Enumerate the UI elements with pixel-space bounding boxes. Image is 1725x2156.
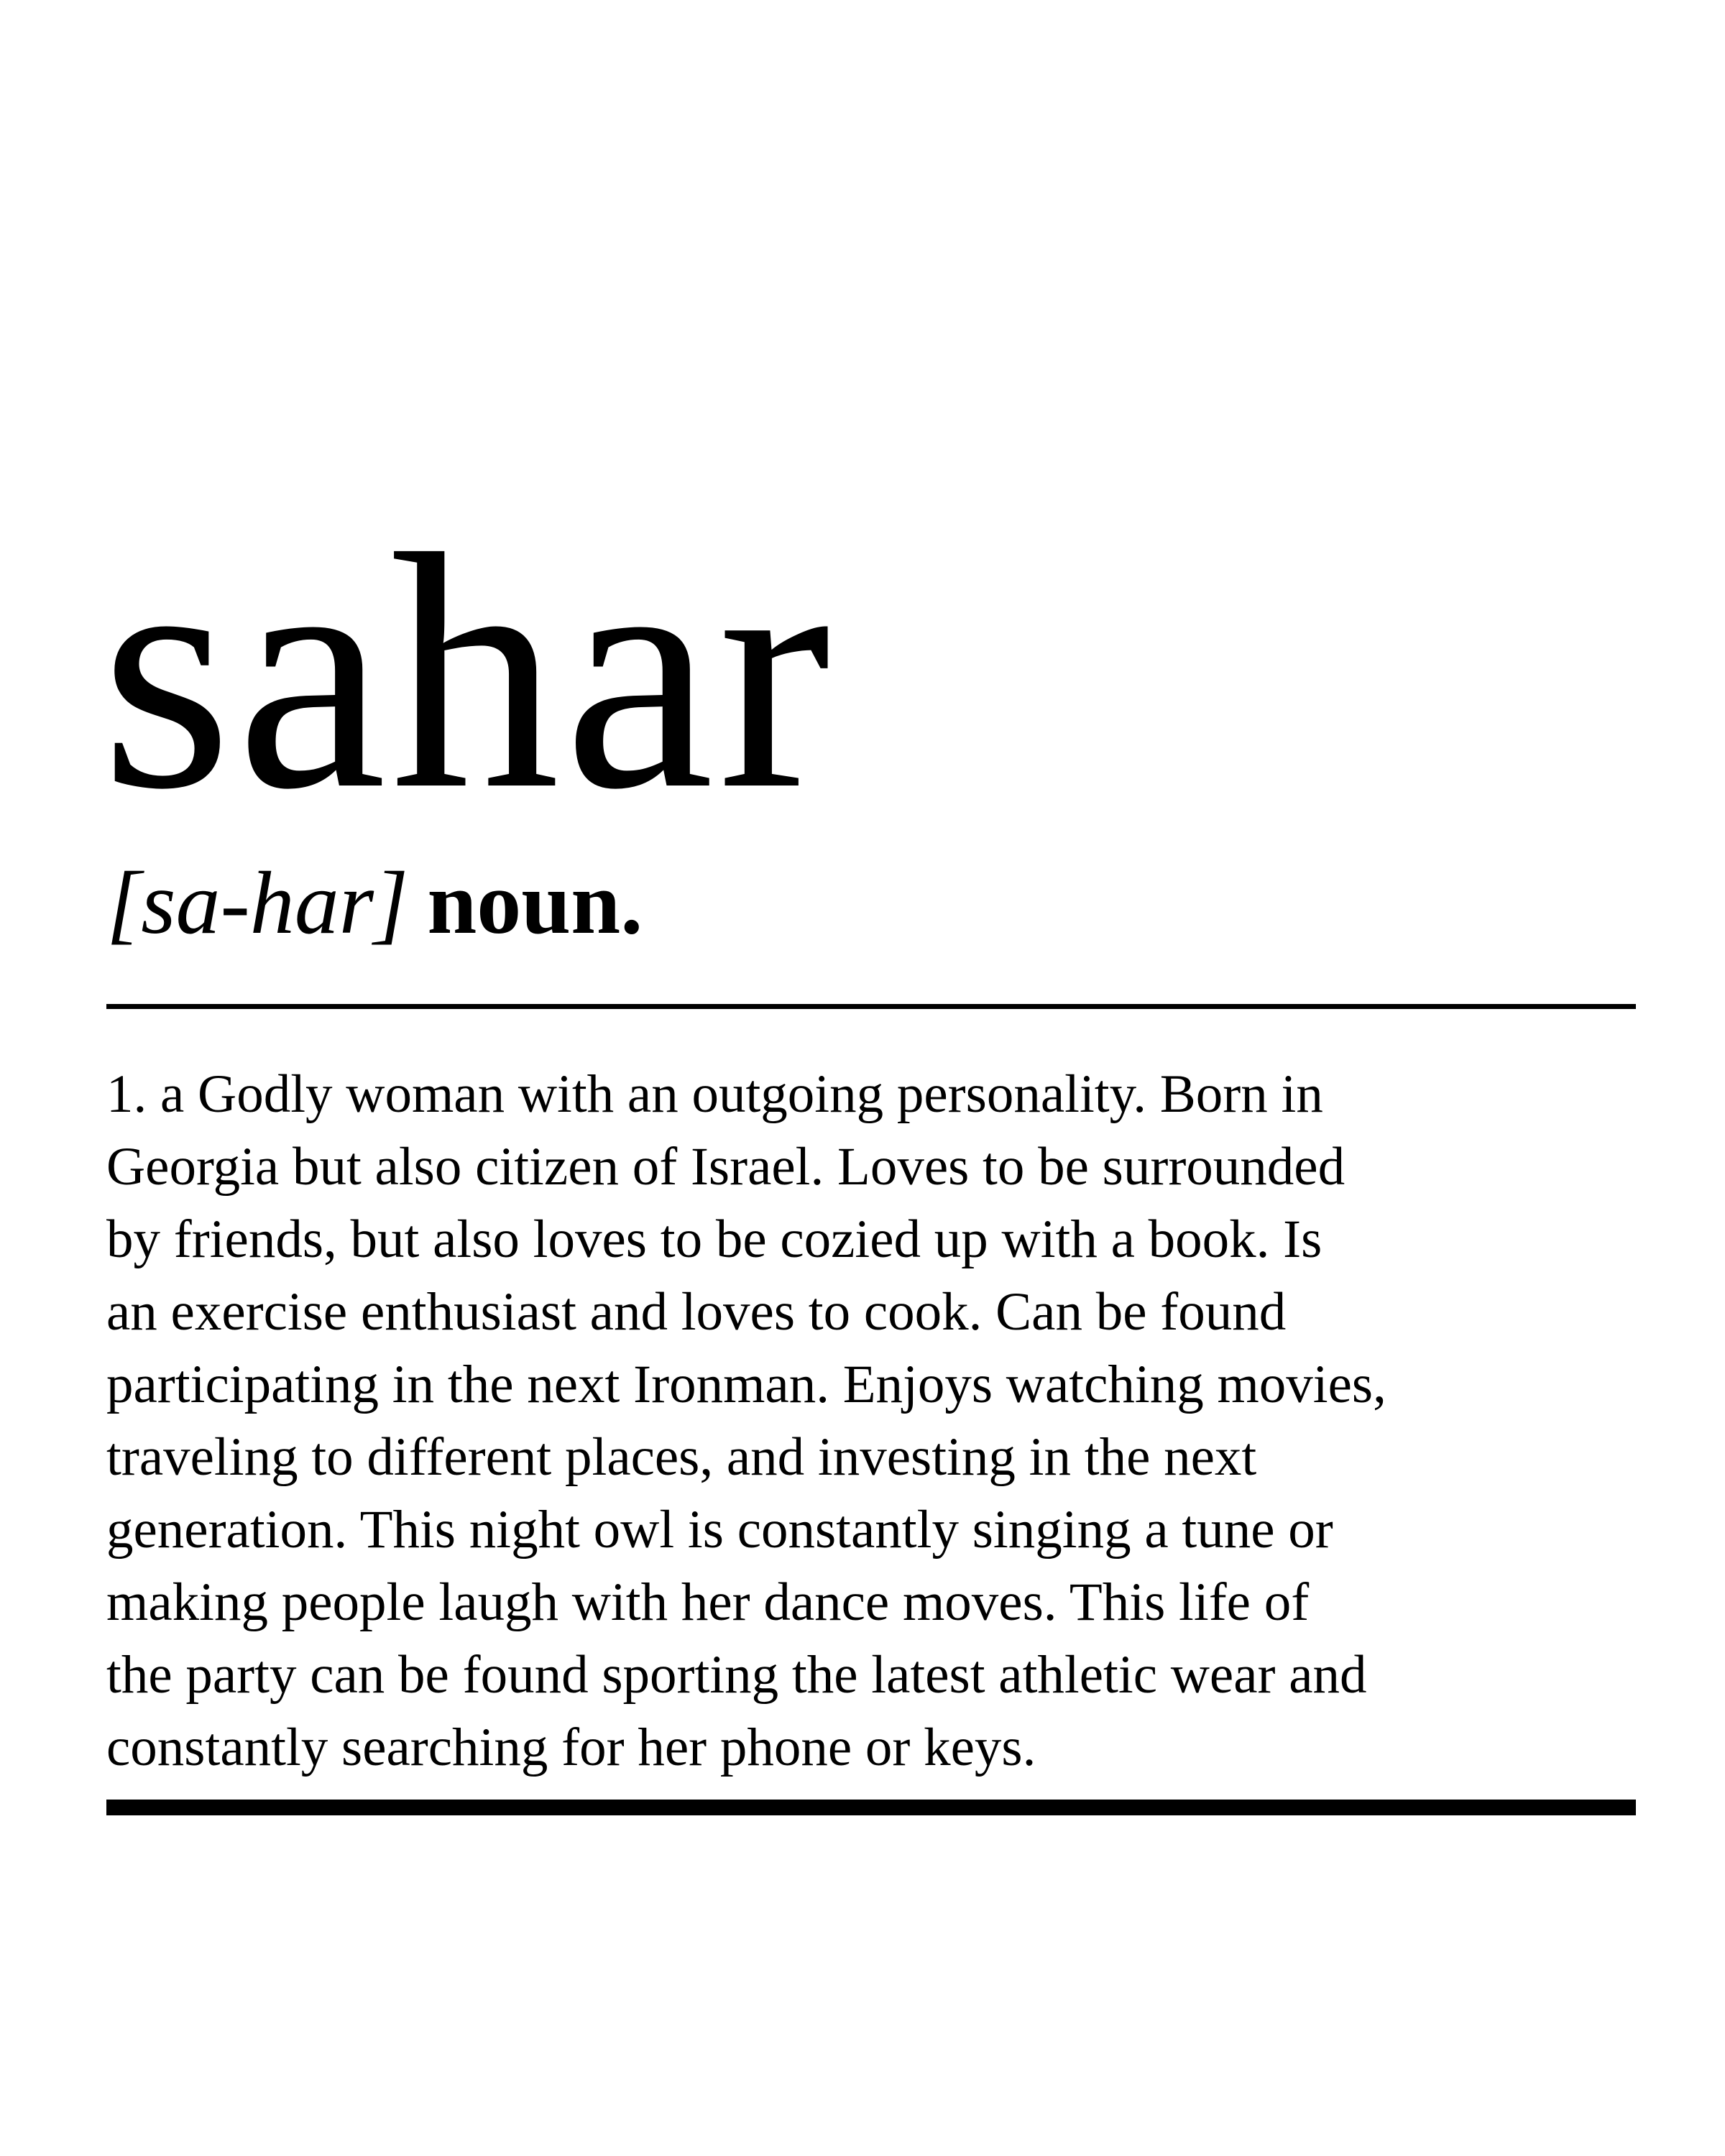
definition-line: 1. a Godly woman with an outgoing personality. Born in (106, 1064, 1323, 1124)
top-divider (106, 1004, 1636, 1009)
definition-line: generation. This night owl is constantly singing a tune or (106, 1500, 1333, 1560)
definition-line: Georgia but also citizen of Israel. Loves to be surrounded (106, 1137, 1346, 1197)
definition-line: traveling to different places, and investing in the next (106, 1427, 1257, 1487)
pronunciation: [sa-har] (106, 854, 409, 952)
part-of-speech: noun. (427, 854, 643, 952)
definition-line: by friends, but also loves to be cozied up with a book. Is (106, 1210, 1322, 1269)
headword: sahar (101, 484, 835, 859)
definition-line: an exercise enthusiast and loves to cook. Can be found (106, 1282, 1287, 1342)
definition-line: the party can be found sporting the latest athletic wear and (106, 1645, 1367, 1705)
definition-line: constantly searching for her phone or keys. (106, 1718, 1036, 1777)
definition-line: participating in the next Ironman. Enjoys watching movies, (106, 1355, 1386, 1414)
pronunciation-line (106, 854, 643, 952)
definition (106, 1058, 1644, 1784)
definition-line: making people laugh with her dance moves. This life of (106, 1572, 1310, 1632)
bottom-divider (106, 1800, 1636, 1815)
